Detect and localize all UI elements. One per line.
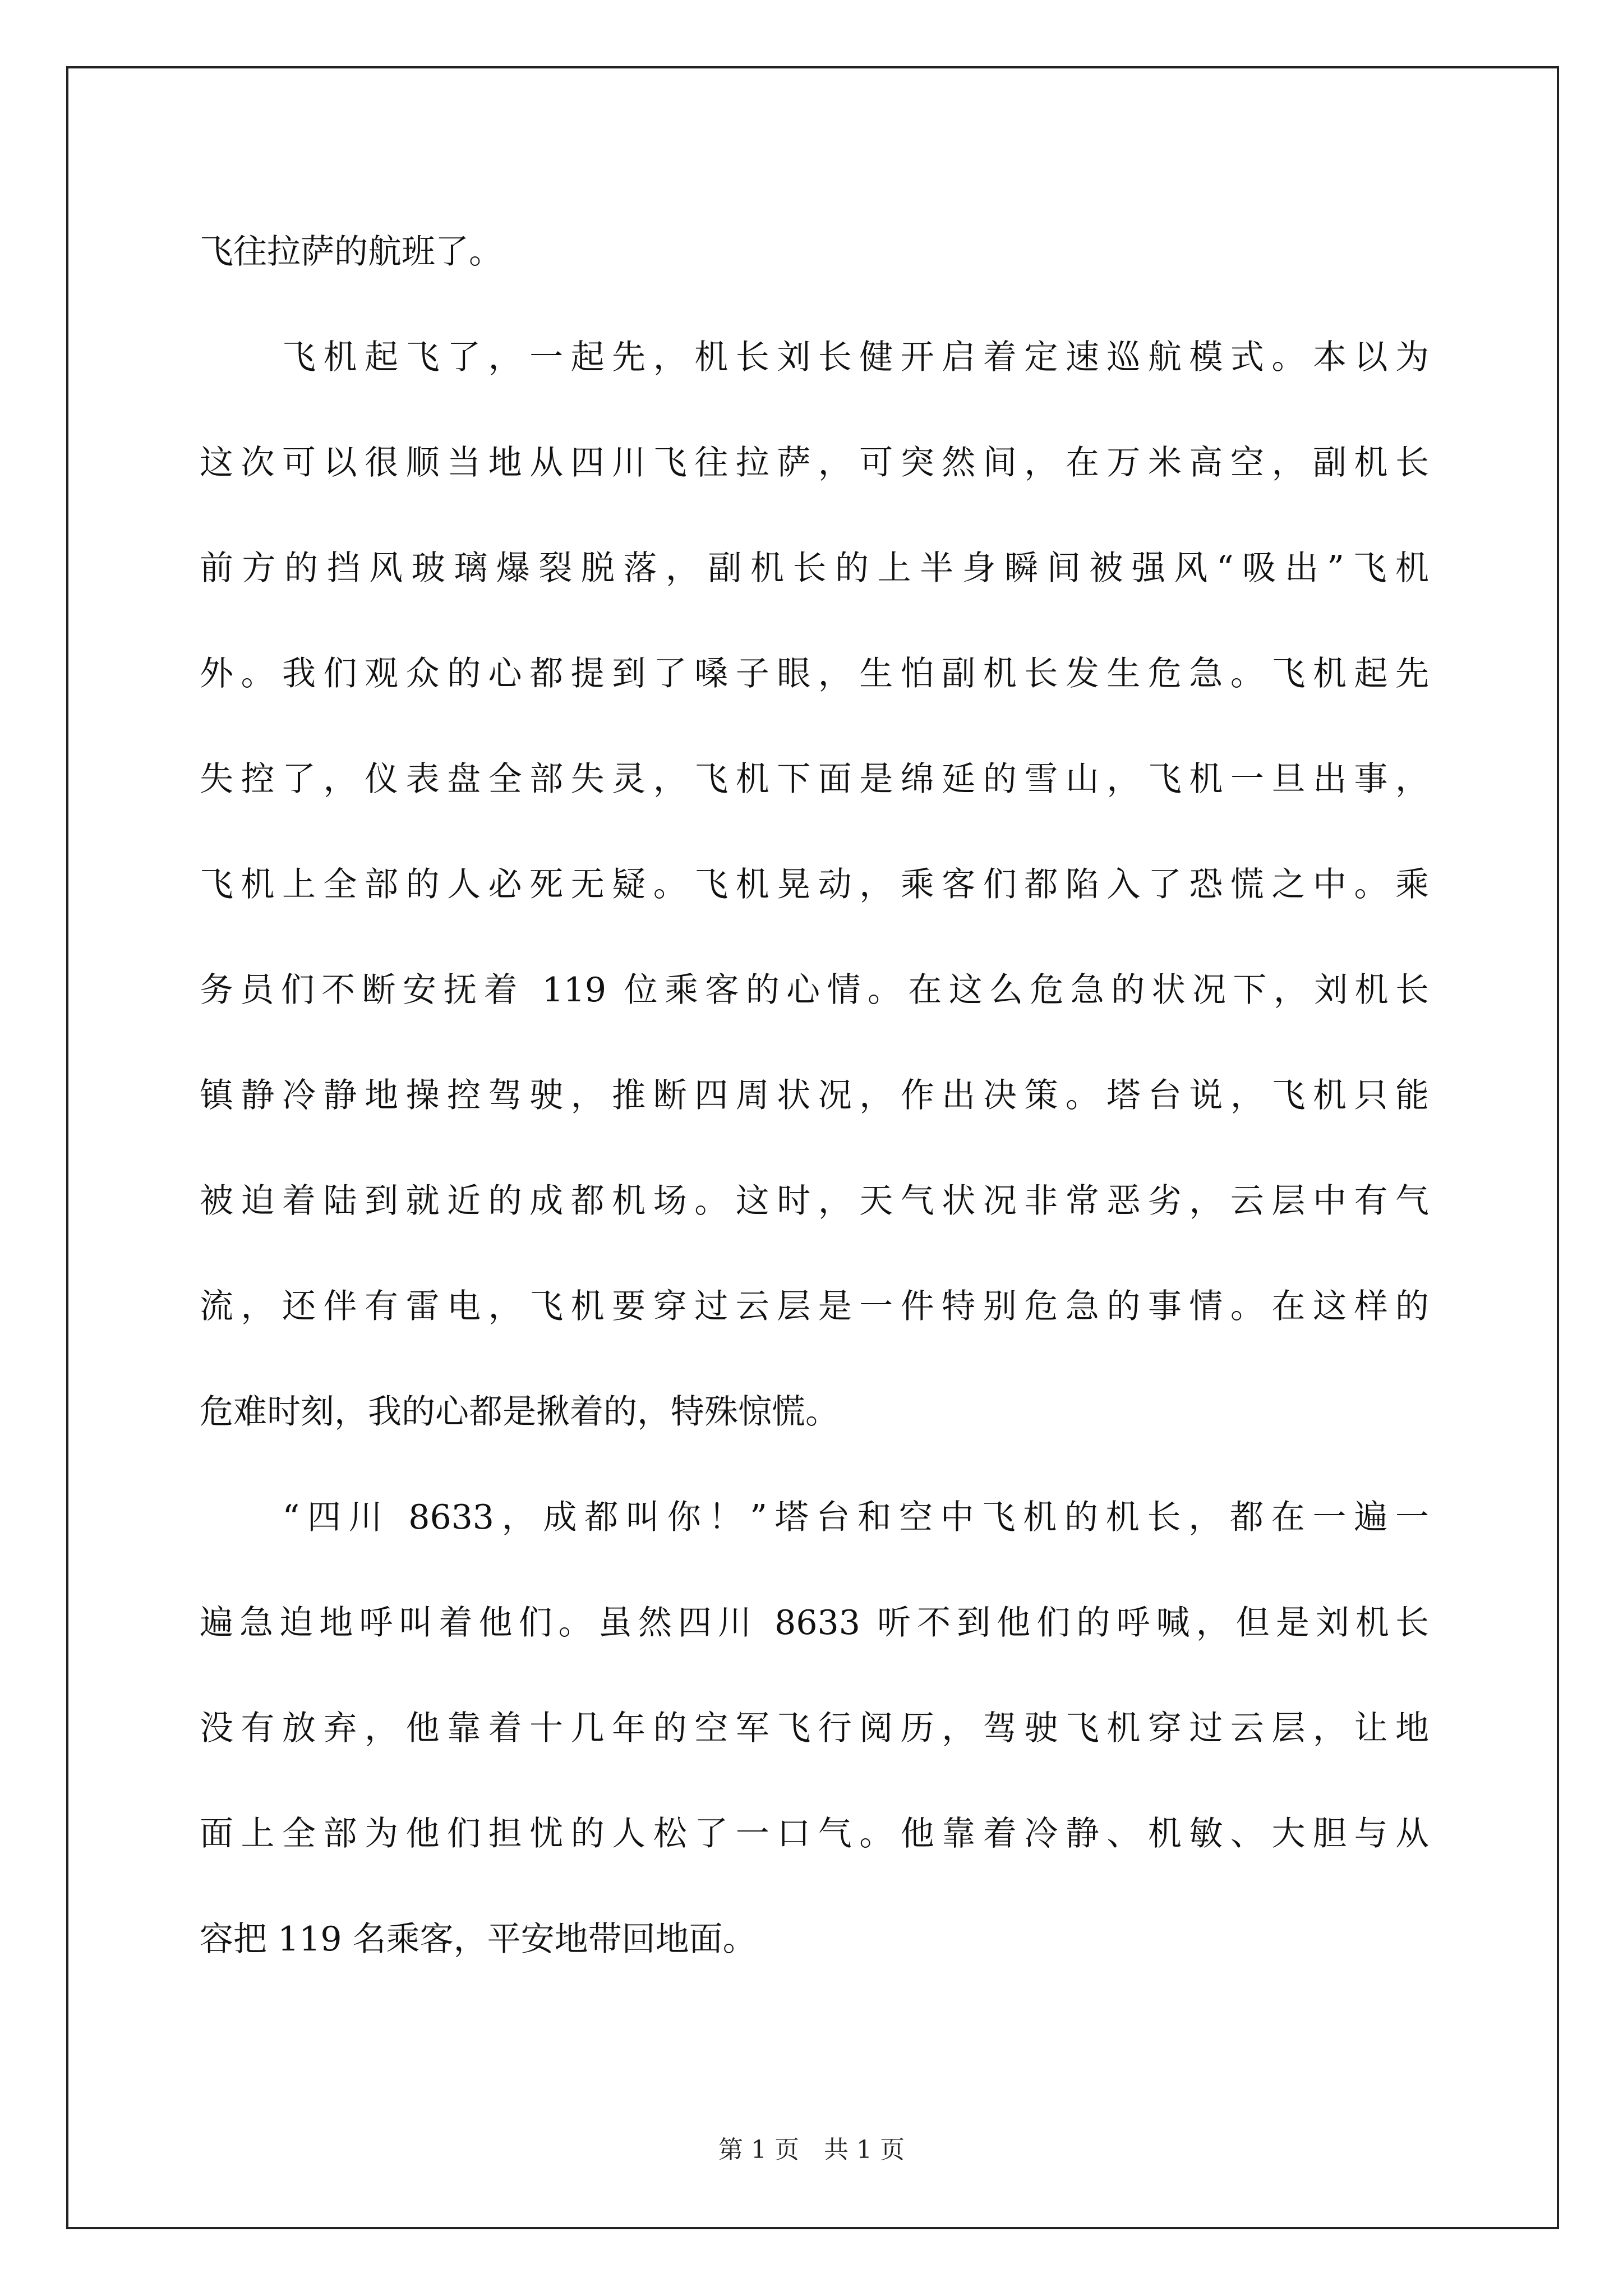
text-line: 被迫着陆到就近的成都机场。这时，天气状况非常恶劣，云层中有气 [200,1181,1429,1221]
document-body [200,199,1429,1992]
text-line: 流，还伴有雷电，飞机要穿过云层是一件特别危急的事情。在这样的 [200,1287,1429,1326]
text-line: 这次可以很顺当地从四川飞往拉萨，可突然间，在万米高空，副机长 [200,443,1429,482]
paragraph-3 [200,1465,1429,1992]
paragraph-1 [200,199,1429,305]
text-line: “四川 8633，成都叫你！”塔台和空中飞机的机长，都在一遍一 [200,1498,1429,1537]
paragraph-2 [200,305,1429,1465]
text-line: 遍急迫地呼叫着他们。虽然四川 8633 听不到他们的呼喊，但是刘机长 [200,1603,1429,1642]
text-line: 飞机上全部的人必死无疑。飞机晃动，乘客们都陷入了恐慌之中。乘 [200,865,1429,904]
page-number-footer: 第 1 页 共 1 页 [718,2136,905,2164]
text-line: 没有放弃，他靠着十几年的空军飞行阅历，驾驶飞机穿过云层，让地 [200,1709,1429,1748]
text-line: 务员们不断安抚着 119 位乘客的心情。在这么危急的状况下，刘机长 [200,970,1429,1010]
text-line: 前方的挡风玻璃爆裂脱落，副机长的上半身瞬间被强风“吸出”飞机 [200,549,1429,588]
text-line: 失控了，仪表盘全部失灵，飞机下面是绵延的雪山，飞机一旦出事， [200,760,1429,799]
text-line: 容把 119 名乘客，平安地带回地面。 [200,1920,757,1959]
text-line: 镇静冷静地操控驾驶，推断四周状况，作出决策。塔台说，飞机只能 [200,1076,1429,1115]
text-line: 危难时刻，我的心都是揪着的，特殊惊慌。 [200,1392,839,1432]
text-line: 飞往拉萨的航班了。 [200,232,502,272]
text-line: 飞机起飞了，一起先，机长刘长健开启着定速巡航模式。本以为 [200,338,1429,377]
text-line: 外。我们观众的心都提到了嗓子眼，生怕副机长发生危急。飞机起先 [200,654,1429,693]
text-line: 面上全部为他们担忧的人松了一口气。他靠着冷静、机敏、大胆与从 [200,1814,1429,1853]
